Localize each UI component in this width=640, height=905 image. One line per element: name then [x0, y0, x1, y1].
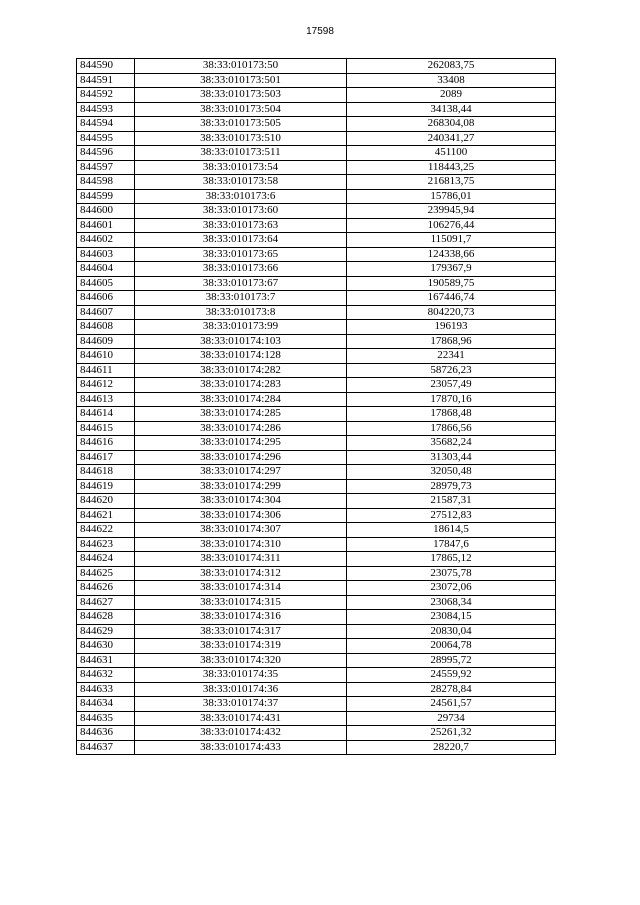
row-number-cell: 844601 — [77, 218, 135, 233]
table-row — [77, 334, 556, 349]
value-cell: 20830,04 — [347, 624, 556, 639]
cadastral-number-cell: 38:33:010174:319 — [135, 639, 347, 654]
row-number-cell: 844626 — [77, 581, 135, 596]
table-row — [77, 407, 556, 422]
table-row — [77, 102, 556, 117]
cadastral-number-cell: 38:33:010174:432 — [135, 726, 347, 741]
cadastral-number-cell: 38:33:010173:66 — [135, 262, 347, 277]
value-cell: 167446,74 — [347, 291, 556, 306]
cadastral-number-cell: 38:33:010174:312 — [135, 566, 347, 581]
value-cell: 17847,6 — [347, 537, 556, 552]
cadastral-number-cell: 38:33:010174:304 — [135, 494, 347, 509]
table-row — [77, 726, 556, 741]
row-number-cell: 844634 — [77, 697, 135, 712]
value-cell: 17866,56 — [347, 421, 556, 436]
table-row — [77, 175, 556, 190]
row-number-cell: 844620 — [77, 494, 135, 509]
table-row — [77, 595, 556, 610]
table-row — [77, 494, 556, 509]
table-row — [77, 363, 556, 378]
cadastral-number-cell: 38:33:010173:58 — [135, 175, 347, 190]
value-cell: 24559,92 — [347, 668, 556, 683]
row-number-cell: 844594 — [77, 117, 135, 132]
table-row — [77, 73, 556, 88]
value-cell: 32050,48 — [347, 465, 556, 480]
cadastral-number-cell: 38:33:010174:314 — [135, 581, 347, 596]
cadastral-number-cell: 38:33:010174:35 — [135, 668, 347, 683]
cadastral-number-cell: 38:33:010173:54 — [135, 160, 347, 175]
value-cell: 124338,66 — [347, 247, 556, 262]
cadastral-number-cell: 38:33:010174:317 — [135, 624, 347, 639]
value-cell: 28220,7 — [347, 740, 556, 755]
cadastral-number-cell: 38:33:010174:36 — [135, 682, 347, 697]
value-cell: 190589,75 — [347, 276, 556, 291]
row-number-cell: 844606 — [77, 291, 135, 306]
value-cell: 25261,32 — [347, 726, 556, 741]
row-number-cell: 844618 — [77, 465, 135, 480]
table-row — [77, 421, 556, 436]
table-row — [77, 392, 556, 407]
table-row — [77, 697, 556, 712]
cadastral-number-cell: 38:33:010174:433 — [135, 740, 347, 755]
value-cell: 20064,78 — [347, 639, 556, 654]
row-number-cell: 844605 — [77, 276, 135, 291]
value-cell: 239945,94 — [347, 204, 556, 219]
row-number-cell: 844615 — [77, 421, 135, 436]
table-row — [77, 305, 556, 320]
table-row — [77, 378, 556, 393]
row-number-cell: 844610 — [77, 349, 135, 364]
cadastral-number-cell: 38:33:010173:510 — [135, 131, 347, 146]
value-cell: 28995,72 — [347, 653, 556, 668]
value-cell: 23075,78 — [347, 566, 556, 581]
table-row — [77, 247, 556, 262]
cadastral-number-cell: 38:33:010174:320 — [135, 653, 347, 668]
cadastral-number-cell: 38:33:010174:37 — [135, 697, 347, 712]
value-cell: 28278,84 — [347, 682, 556, 697]
value-cell: 28979,73 — [347, 479, 556, 494]
value-cell: 216813,75 — [347, 175, 556, 190]
value-cell: 29734 — [347, 711, 556, 726]
table-row — [77, 508, 556, 523]
row-number-cell: 844597 — [77, 160, 135, 175]
value-cell: 451100 — [347, 146, 556, 161]
cadastral-number-cell: 38:33:010174:283 — [135, 378, 347, 393]
value-cell: 179367,9 — [347, 262, 556, 277]
cadastral-number-cell: 38:33:010174:299 — [135, 479, 347, 494]
table-row — [77, 610, 556, 625]
table-row — [77, 204, 556, 219]
table-row — [77, 117, 556, 132]
registry-table-body — [77, 59, 556, 755]
table-row — [77, 668, 556, 683]
cadastral-number-cell: 38:33:010174:297 — [135, 465, 347, 480]
table-row — [77, 160, 556, 175]
value-cell: 27512,83 — [347, 508, 556, 523]
value-cell: 23072,06 — [347, 581, 556, 596]
registry-table — [76, 58, 556, 755]
table-row — [77, 291, 556, 306]
value-cell: 23057,49 — [347, 378, 556, 393]
table-row — [77, 711, 556, 726]
row-number-cell: 844593 — [77, 102, 135, 117]
table-row — [77, 189, 556, 204]
table-row — [77, 88, 556, 103]
value-cell: 34138,44 — [347, 102, 556, 117]
row-number-cell: 844633 — [77, 682, 135, 697]
cadastral-number-cell: 38:33:010174:431 — [135, 711, 347, 726]
value-cell: 240341,27 — [347, 131, 556, 146]
cadastral-number-cell: 38:33:010173:67 — [135, 276, 347, 291]
value-cell: 58726,23 — [347, 363, 556, 378]
table-row — [77, 639, 556, 654]
cadastral-number-cell: 38:33:010173:50 — [135, 59, 347, 74]
row-number-cell: 844608 — [77, 320, 135, 335]
row-number-cell: 844614 — [77, 407, 135, 422]
value-cell: 35682,24 — [347, 436, 556, 451]
cadastral-number-cell: 38:33:010173:7 — [135, 291, 347, 306]
value-cell: 106276,44 — [347, 218, 556, 233]
row-number-cell: 844612 — [77, 378, 135, 393]
row-number-cell: 844625 — [77, 566, 135, 581]
cadastral-number-cell: 38:33:010173:99 — [135, 320, 347, 335]
table-row — [77, 59, 556, 74]
row-number-cell: 844622 — [77, 523, 135, 538]
cadastral-number-cell: 38:33:010173:63 — [135, 218, 347, 233]
row-number-cell: 844595 — [77, 131, 135, 146]
row-number-cell: 844637 — [77, 740, 135, 755]
row-number-cell: 844600 — [77, 204, 135, 219]
table-row — [77, 262, 556, 277]
table-row — [77, 740, 556, 755]
value-cell: 17865,12 — [347, 552, 556, 567]
row-number-cell: 844611 — [77, 363, 135, 378]
cadastral-number-cell: 38:33:010174:311 — [135, 552, 347, 567]
row-number-cell: 844598 — [77, 175, 135, 190]
cadastral-number-cell: 38:33:010174:128 — [135, 349, 347, 364]
cadastral-number-cell: 38:33:010174:315 — [135, 595, 347, 610]
table-row — [77, 537, 556, 552]
value-cell: 115091,7 — [347, 233, 556, 248]
value-cell: 33408 — [347, 73, 556, 88]
row-number-cell: 844602 — [77, 233, 135, 248]
value-cell: 804220,73 — [347, 305, 556, 320]
table-row — [77, 218, 556, 233]
table-row — [77, 479, 556, 494]
table-row — [77, 566, 556, 581]
value-cell: 22341 — [347, 349, 556, 364]
table-row — [77, 624, 556, 639]
cadastral-number-cell: 38:33:010174:310 — [135, 537, 347, 552]
cadastral-number-cell: 38:33:010173:6 — [135, 189, 347, 204]
value-cell: 18614,5 — [347, 523, 556, 538]
row-number-cell: 844590 — [77, 59, 135, 74]
cadastral-number-cell: 38:33:010173:8 — [135, 305, 347, 320]
cadastral-number-cell: 38:33:010174:282 — [135, 363, 347, 378]
cadastral-number-cell: 38:33:010173:65 — [135, 247, 347, 262]
row-number-cell: 844636 — [77, 726, 135, 741]
row-number-cell: 844621 — [77, 508, 135, 523]
cadastral-number-cell: 38:33:010173:504 — [135, 102, 347, 117]
cadastral-number-cell: 38:33:010173:511 — [135, 146, 347, 161]
table-row — [77, 320, 556, 335]
table-row — [77, 465, 556, 480]
table-row — [77, 276, 556, 291]
row-number-cell: 844592 — [77, 88, 135, 103]
row-number-cell: 844630 — [77, 639, 135, 654]
cadastral-number-cell: 38:33:010174:286 — [135, 421, 347, 436]
value-cell: 23084,15 — [347, 610, 556, 625]
value-cell: 2089 — [347, 88, 556, 103]
cadastral-number-cell: 38:33:010174:306 — [135, 508, 347, 523]
row-number-cell: 844627 — [77, 595, 135, 610]
value-cell: 17868,48 — [347, 407, 556, 422]
value-cell: 268304,08 — [347, 117, 556, 132]
value-cell: 17870,16 — [347, 392, 556, 407]
row-number-cell: 844607 — [77, 305, 135, 320]
cadastral-number-cell: 38:33:010174:284 — [135, 392, 347, 407]
row-number-cell: 844635 — [77, 711, 135, 726]
cadastral-number-cell: 38:33:010173:64 — [135, 233, 347, 248]
table-row — [77, 552, 556, 567]
row-number-cell: 844616 — [77, 436, 135, 451]
cadastral-number-cell: 38:33:010174:285 — [135, 407, 347, 422]
cadastral-number-cell: 38:33:010174:103 — [135, 334, 347, 349]
row-number-cell: 844596 — [77, 146, 135, 161]
cadastral-number-cell: 38:33:010174:295 — [135, 436, 347, 451]
row-number-cell: 844619 — [77, 479, 135, 494]
value-cell: 17868,96 — [347, 334, 556, 349]
row-number-cell: 844591 — [77, 73, 135, 88]
value-cell: 24561,57 — [347, 697, 556, 712]
page-number: 17598 — [306, 26, 334, 37]
table-row — [77, 450, 556, 465]
value-cell: 196193 — [347, 320, 556, 335]
table-row — [77, 146, 556, 161]
cadastral-number-cell: 38:33:010173:501 — [135, 73, 347, 88]
table-row — [77, 436, 556, 451]
row-number-cell: 844617 — [77, 450, 135, 465]
value-cell: 15786,01 — [347, 189, 556, 204]
cadastral-number-cell: 38:33:010173:505 — [135, 117, 347, 132]
cadastral-number-cell: 38:33:010174:307 — [135, 523, 347, 538]
row-number-cell: 844629 — [77, 624, 135, 639]
row-number-cell: 844631 — [77, 653, 135, 668]
cadastral-number-cell: 38:33:010174:296 — [135, 450, 347, 465]
row-number-cell: 844624 — [77, 552, 135, 567]
row-number-cell: 844632 — [77, 668, 135, 683]
cadastral-number-cell: 38:33:010174:316 — [135, 610, 347, 625]
value-cell: 118443,25 — [347, 160, 556, 175]
table-row — [77, 653, 556, 668]
table-row — [77, 581, 556, 596]
row-number-cell: 844604 — [77, 262, 135, 277]
row-number-cell: 844599 — [77, 189, 135, 204]
value-cell: 31303,44 — [347, 450, 556, 465]
cadastral-number-cell: 38:33:010173:503 — [135, 88, 347, 103]
row-number-cell: 844613 — [77, 392, 135, 407]
row-number-cell: 844628 — [77, 610, 135, 625]
table-row — [77, 233, 556, 248]
table-row — [77, 523, 556, 538]
value-cell: 21587,31 — [347, 494, 556, 509]
cadastral-number-cell: 38:33:010173:60 — [135, 204, 347, 219]
value-cell: 23068,34 — [347, 595, 556, 610]
table-row — [77, 349, 556, 364]
row-number-cell: 844623 — [77, 537, 135, 552]
row-number-cell: 844603 — [77, 247, 135, 262]
value-cell: 262083,75 — [347, 59, 556, 74]
table-row — [77, 131, 556, 146]
table-row — [77, 682, 556, 697]
row-number-cell: 844609 — [77, 334, 135, 349]
